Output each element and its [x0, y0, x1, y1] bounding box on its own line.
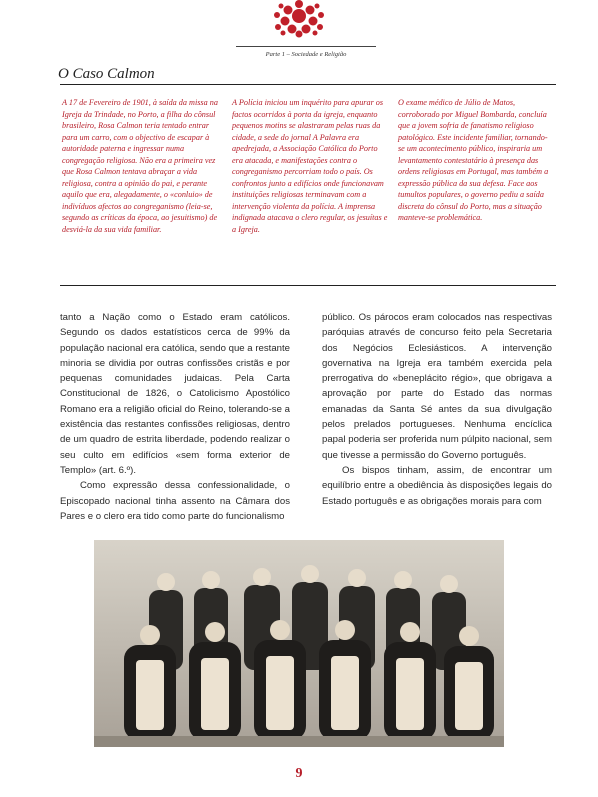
- body-column-left: [60, 310, 290, 524]
- body-column-right: [322, 310, 552, 509]
- box-column-2: A Polícia iniciou um inquérito para apurar os factos ocorridos à porta da igreja, enquanto pequenos motins se alastraram pelas ruas da cidade, a sede do jornal A Palavra era apedrejada, a Associação Católica do Porto era atacada, e manifestações contra o congreganismo percorriam todo o país. Os confrontos junto a edifícios onde funcionavam instituições religiosas terminavam com a intervenção violenta da polícia. A imprensa indignada atacava o clero regular, os jesuítas e a Igreja.: [232, 98, 388, 234]
- page-number: 9: [295, 766, 303, 781]
- photograph-illustration: [94, 540, 504, 747]
- box-title: O Caso Calmon: [58, 66, 163, 83]
- box-top-rule: [60, 84, 556, 85]
- body-paragraph: tanto a Nação como o Estado eram católicos. Segundo os dados estatísticos cerca de 99% da população nacional era católica, sendo que a restante minoria se dividia por outras confissões cristãs e por pequenas comunidades judaicas. Pela Carta Constitucional de 1826, o Catolicismo Apostólico Romano era a religião oficial do Reino, tolerando-se a existência das restantes confissões religiosas, dentro de um quadro de estrita liberdade, podendo realizar o seu culto em edifícios «sem forma exterior de Templo» (art. 6.º).: [60, 312, 290, 476]
- body-paragraph: Como expressão dessa confessionalidade, o Episcopado nacional tinha assento na Câmara dos Pares e o clero era tido como parte do funcionalismo: [60, 480, 290, 522]
- body-paragraph: público. Os párocos eram colocados nas respectivas paróquias através de concurso feito pela Secretaria dos Negócios Eclesiásticos. A intervenção governativa na Igreja era também exercida pela prerrogativa do «beneplácito régio», que obrigava a aprovação por parte do Estado das normas emanadas da Santa Sé antes da sua divulgação pelos prelados portugueses. Nenhuma encíclica papal poderia ser proferida num púlpito nacional, sem que tivesse a permissão do Governo português.: [322, 312, 552, 461]
- box-bottom-rule: [60, 285, 556, 286]
- bishops-group-photograph: [94, 540, 504, 747]
- box-column-1: A 17 de Fevereiro de 1901, à saída da missa na Igreja da Trindade, no Porto, a filha do cônsul brasileiro, Rosa Calmon teria tentado entrar para um carro, com o objectivo de escapar à autoridade paterna e ingressar numa congregação religiosa. Não era a primeira vez que Rosa Calmon tentava abraçar a vida religiosa, contra a opinião do pai, e perante aquilo que era, alegadamente, o «conluio» de indivíduos afectos ao congreganismo (leia-se, segundo as críticas da época, ao jesuitismo) de desviá-la da sua vida familiar.: [62, 98, 218, 234]
- body-paragraph: Os bispos tinham, assim, de encontrar um equilíbrio entre a obediência às disposições legais do Estado português e as obrigações morais para com: [322, 464, 552, 507]
- publication-logo: [268, 0, 330, 38]
- box-column-3: O exame médico de Júlio de Matos, corroborado por Miguel Bombarda, concluía que a jovem sofria de fanatismo religioso patológico. Este incidente familiar, tornando-se um acontecimento público, inspiraria um levantamento contestatário à presença das ordens religiosas em Portugal, mas também a expressão pública da sua defesa. Face aos tumultos populares, o governo pediu a saída discreta do cônsul do Porto, mas a situação manteve-se problemática.: [398, 98, 549, 222]
- header-rule: [236, 46, 376, 47]
- section-header: Parte 1 – Sociedade e Religião: [265, 51, 347, 58]
